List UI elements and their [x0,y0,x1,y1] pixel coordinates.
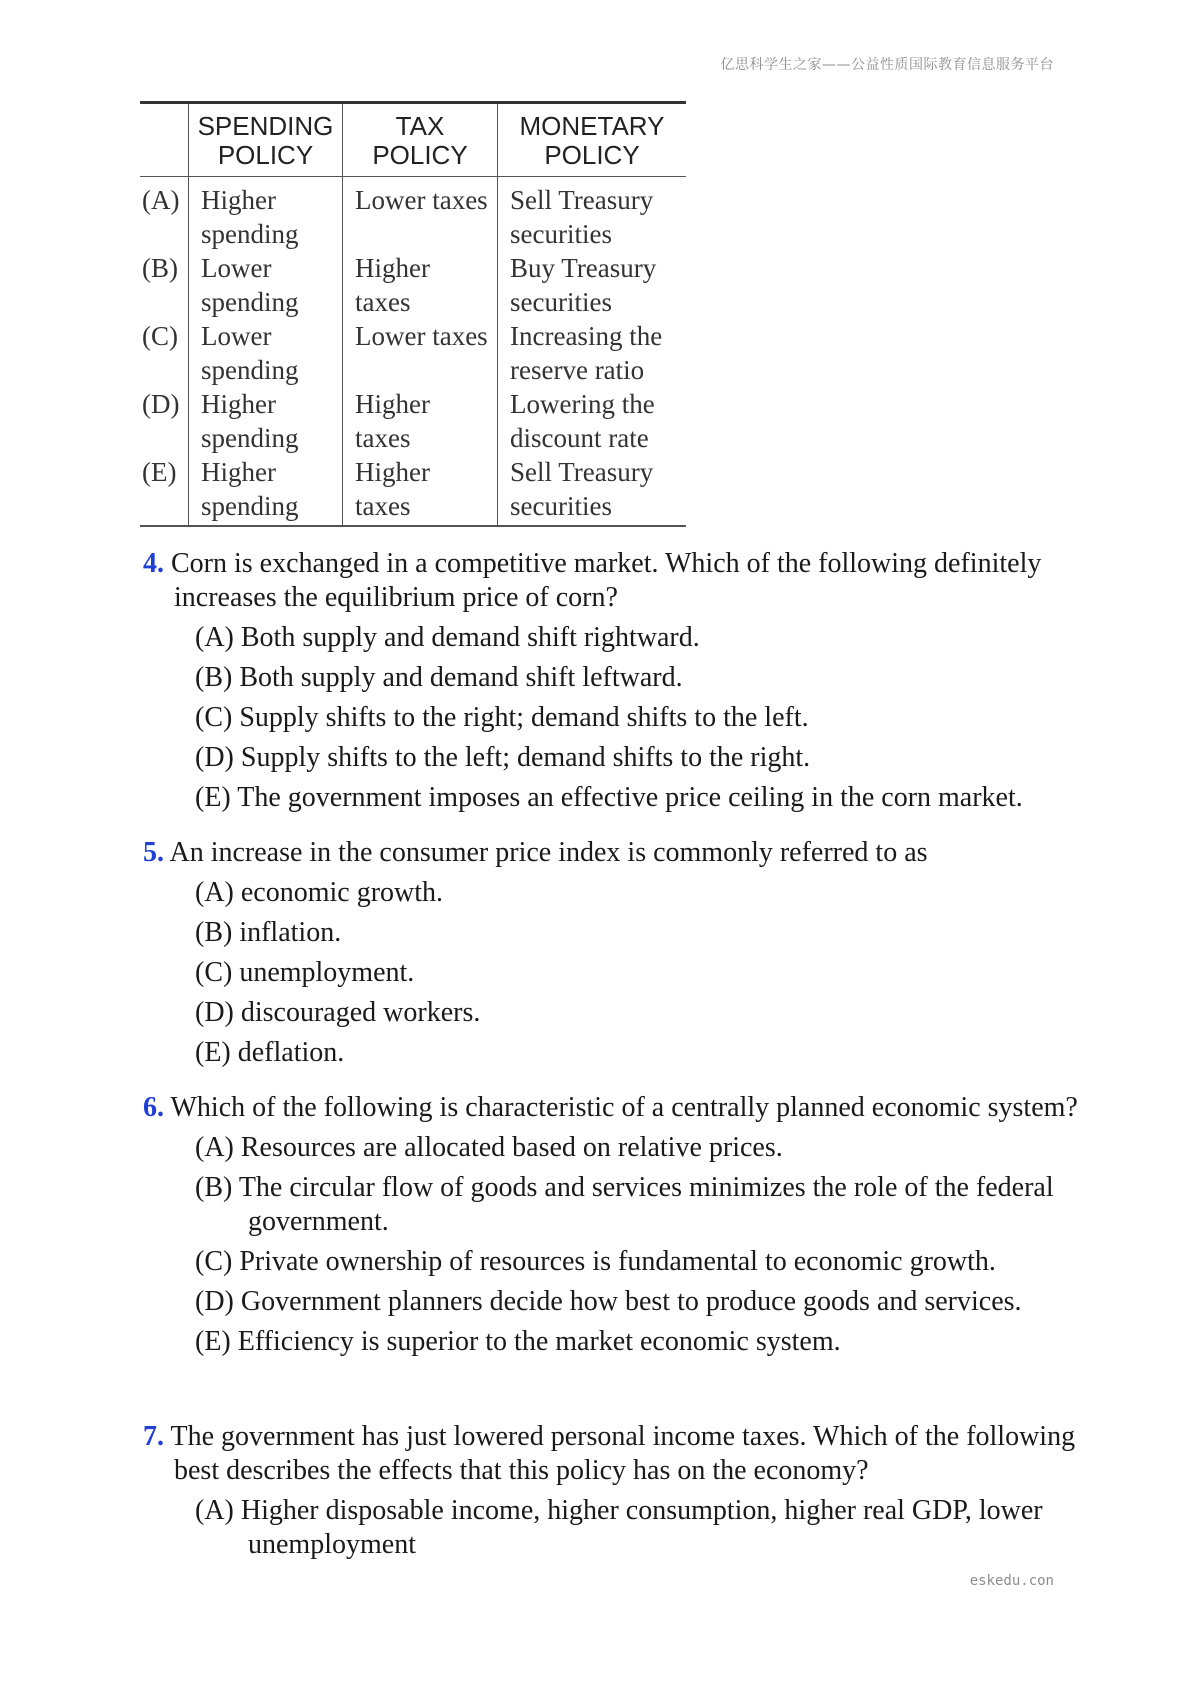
policy-table [140,101,686,527]
row-spending: Higher spending [189,387,343,455]
answer-option: (C) Supply shifts to the right; demand shifts to the left. [195,702,809,733]
answer-option: (A) Higher disposable income, higher consumption, higher real GDP, lower unemployment [195,1495,1043,1560]
page-header-note: 亿思科学生之家——公益性质国际教育信息服务平台 [720,57,1054,73]
question-number: 5. [143,837,164,868]
table-row [140,387,686,455]
header-tax-policy: TAX POLICY [343,103,498,177]
row-monetary: Sell Treasury securities [498,455,687,526]
answer-option: (E) Efficiency is superior to the market economic system. [195,1326,841,1357]
row-spending: Lower spending [189,319,343,387]
row-option: (B) [142,253,178,283]
answer-option: (C) Private ownership of resources is fundamental to economic growth. [195,1246,996,1277]
table-header-row [140,103,686,177]
row-monetary: Increasing the reserve ratio [498,319,687,387]
answer-option: (B) The circular flow of goods and services minimizes the role of the federal government. [195,1172,1054,1237]
question-number: 7. [143,1421,164,1452]
question-text: Corn is exchanged in a competitive market. Which of the following definitely increases the equilibrium price of corn? [171,548,1042,613]
answer-option: (D) Supply shifts to the left; demand shifts to the right. [195,742,811,773]
answer-option: (B) inflation. [195,917,342,948]
row-tax: Lower taxes [343,319,498,387]
header-monetary-policy: MONETARY POLICY [498,103,687,177]
row-tax: Higher taxes [343,455,498,526]
row-option: (E) [142,457,177,487]
answer-option: (C) unemployment. [195,957,415,988]
question-5 [143,836,1093,1076]
row-tax: Lower taxes [343,177,498,252]
table-row [140,251,686,319]
row-spending: Lower spending [189,251,343,319]
question-stem [143,547,1093,615]
header-option [140,103,189,177]
question-number: 6. [143,1092,164,1123]
answer-option: (A) economic growth. [195,877,444,908]
table-row [140,319,686,387]
table-row [140,177,686,252]
question-text: An increase in the consumer price index is commonly referred to as [169,837,928,868]
answer-option: (A) Resources are allocated based on relative prices. [195,1132,783,1163]
row-spending: Higher spending [189,455,343,526]
answer-option: (E) deflation. [195,1037,345,1068]
question-stem [143,1091,1093,1125]
table-row [140,455,686,526]
answer-option: (D) Government planners decide how best to produce goods and services. [195,1286,1022,1317]
question-4 [143,547,1093,821]
row-monetary: Sell Treasury securities [498,177,687,252]
question-6 [143,1091,1093,1365]
row-option: (D) [142,389,180,419]
question-stem [143,1420,1093,1488]
row-option: (A) [142,185,180,215]
answer-option: (D) discouraged workers. [195,997,481,1028]
answer-options [143,876,1093,1070]
answer-option: (B) Both supply and demand shift leftward. [195,662,683,693]
answer-options [143,1494,1093,1562]
row-tax: Higher taxes [343,251,498,319]
row-spending: Higher spending [189,177,343,252]
answer-options [143,1131,1093,1359]
row-monetary: Lowering the discount rate [498,387,687,455]
row-monetary: Buy Treasury securities [498,251,687,319]
answer-options [143,621,1093,815]
question-text: The government has just lowered personal income taxes. Which of the following best describes the effects that this policy has on the economy? [170,1421,1076,1486]
row-option: (C) [142,321,178,351]
answer-option: (E) The government imposes an effective price ceiling in the corn market. [195,782,1023,813]
answer-option: (A) Both supply and demand shift rightward. [195,622,700,653]
row-tax: Higher taxes [343,387,498,455]
header-spending-policy: SPENDING POLICY [189,103,343,177]
question-stem [143,836,1093,870]
question-number: 4. [143,548,164,579]
question-7 [143,1420,1093,1568]
page-footer-note: eskedu.con [969,1573,1054,1589]
question-text: Which of the following is characteristic of a centrally planned economic system? [170,1092,1078,1123]
